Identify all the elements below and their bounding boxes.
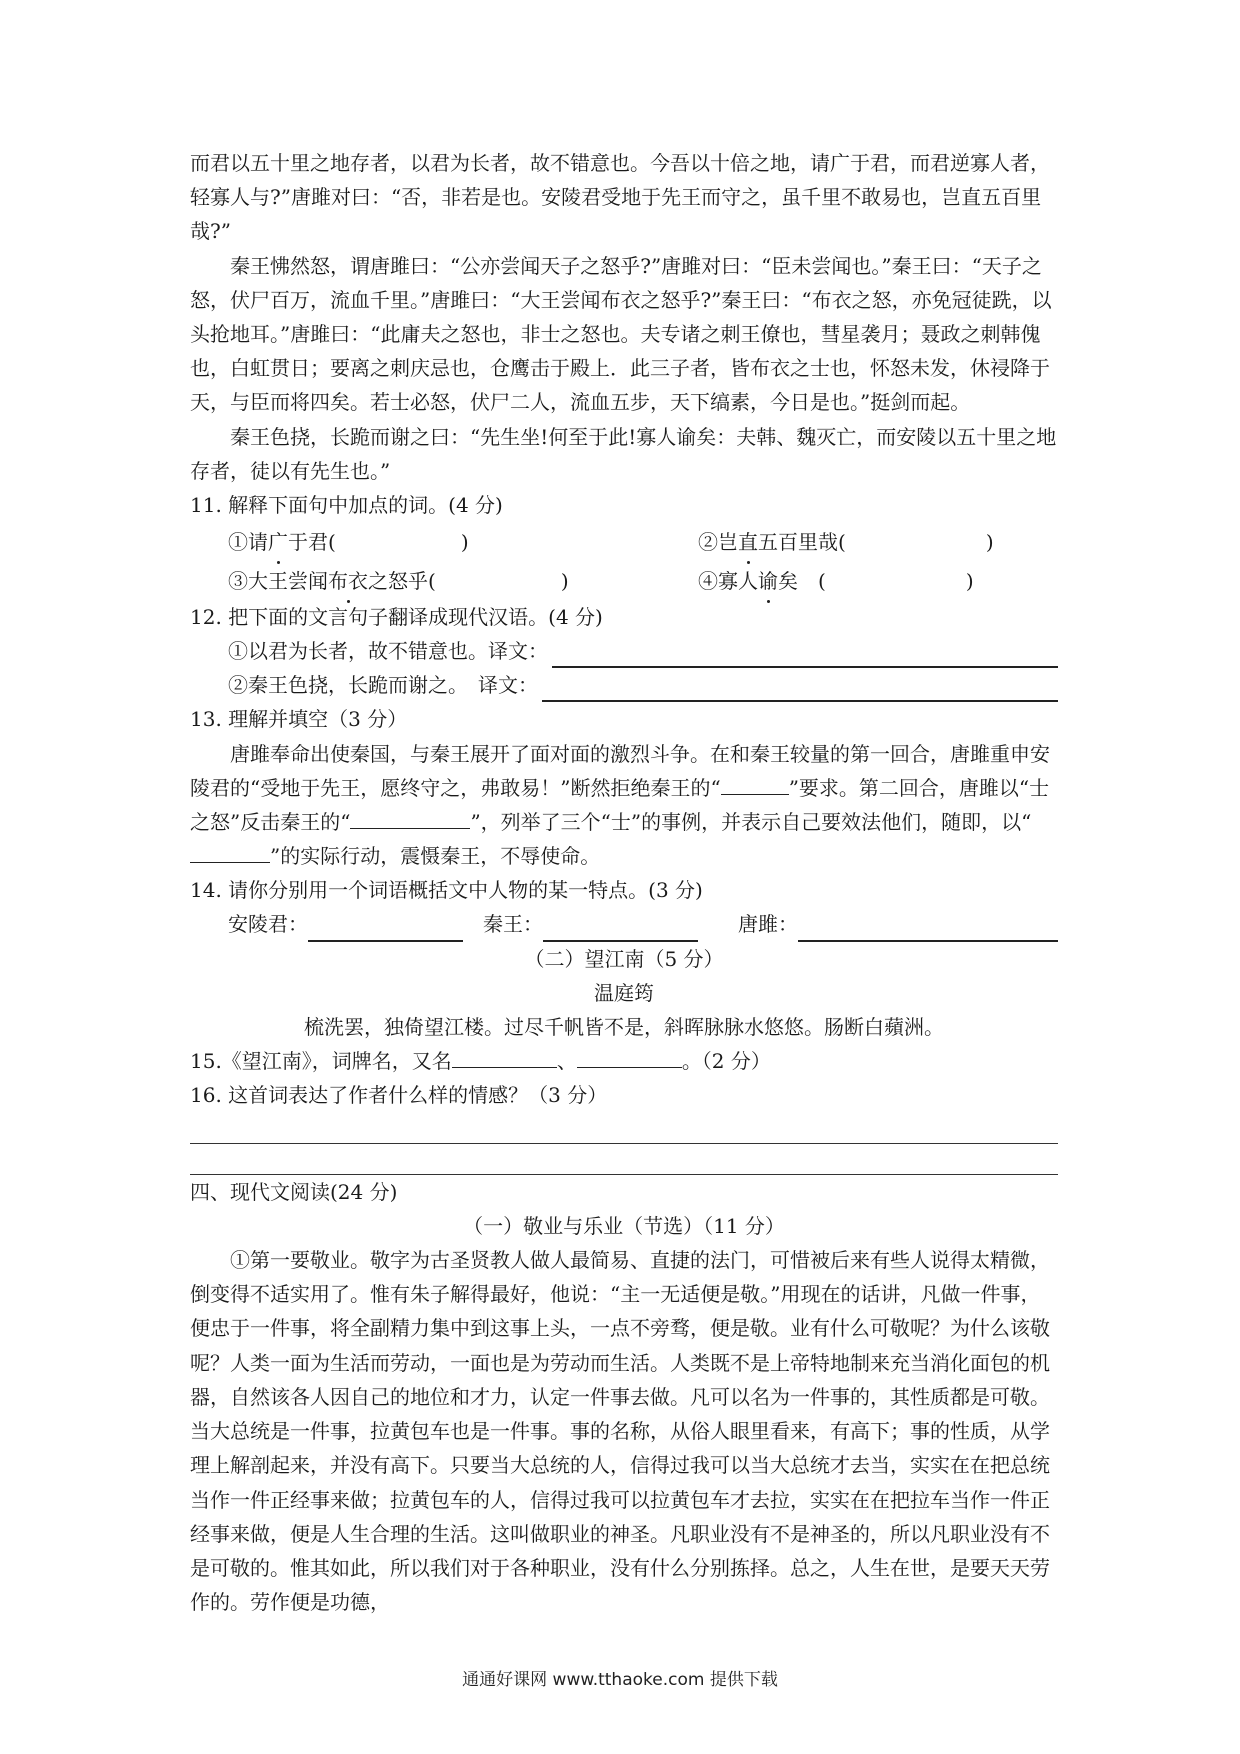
options-row-1	[228, 522, 1058, 561]
content-body	[190, 146, 1058, 1619]
section-4-heading: （一）敬业与乐业（节选）（11 分）	[463, 1213, 785, 1238]
question-14-title: 14. 请你分别用一个词语概括文中人物的某一特点。(3 分)	[190, 878, 703, 903]
answer-line-2[interactable]	[190, 1144, 1058, 1175]
character-traits-row: 安陵君： 秦王： 唐雎：	[190, 908, 1058, 942]
section-4-title: 四、现代文阅读(24 分)	[190, 1179, 398, 1204]
passage-paragraph-1: 而君以五十里之地存者，以君为长者，故不错意也。今吾以十倍之地，请广于君，而君逆寡人者，轻寡人与?”唐雎对曰：“否，非若是也。安陵君受地于先王而守之，虽千里不敢易也，岂直五百里哉?”	[190, 151, 1050, 244]
question-11-options	[190, 522, 1058, 600]
question-15: 15.《望江南》，词牌名，又名 、 。（2 分）	[190, 1049, 771, 1074]
translation-line[interactable]	[552, 644, 1058, 668]
translation-row-2: ②秦王色挠，长跪而谢之。 译文：	[190, 668, 1058, 702]
option-3: ③大王尝闻布衣之怒乎( )	[228, 564, 698, 598]
option-1: ①请广于君( )	[228, 525, 698, 559]
option-2: ②岂直五百里哉( )	[698, 525, 994, 559]
trait-blank[interactable]	[543, 918, 698, 942]
question-11-title: 11. 解释下面句中加点的词。(4 分)	[190, 493, 503, 518]
poem-author: 温庭筠	[594, 980, 654, 1005]
section-4-paragraph: ①第一要敬业。敬字为古圣贤教人做人最简易、直捷的法门，可惜被后来有些人说得太精微，倒变得不适实用了。惟有朱子解得最好，他说：“主一无适便是敬。”用现在的话讲，凡做一件事，便忠于一件事，将全副精力集中到这事上头，一点不旁骛，便是敬。业有什么可敬呢？为什么该敬呢？人类一面为生活而劳动，一面也是为劳动而生活。人类既不是上帝特地制来充当消化面包的机器，自然该各人因自己的地位和才力，认定一件事去做。凡可以名为一件事的，其性质都是可敬。当大总统是一件事，拉黄包车也是一件事。事的名称，从俗人眼里看来，有高下；事的性质，从学理上解剖起来，并没有高下。只要当大总统的人，信得过我可以当大总统才去当，实实在在把总统当作一件正经事来做；拉黄包车的人，信得过我可以拉黄包车才去拉，实实在在把拉车当作一件正经事来做，便是人生合理的生活。这叫做职业的神圣。凡职业没有不是神圣的，所以凡职业没有不是可敬的。惟其如此，所以我们对于各种职业，没有什么分别拣择。总之，人生在世，是要天天劳作的。劳作便是功德，	[190, 1248, 1050, 1615]
option-4: ④寡人谕矣 ( )	[698, 564, 974, 598]
dotted-word: 直	[738, 525, 758, 559]
trait-blank[interactable]	[798, 918, 1058, 942]
question-13-body: 唐雎奉命出使秦国，与秦王展开了面对面的激烈斗争。在和秦王较量的第一回合，唐雎重申安陵君的“受地于先王，愿终守之，弗敢易！”断然拒绝秦王的“ ”要求。第二回合，唐雎以“士之怒”反击秦王的“ ”，列举了三个“士”的事例，并表示自己要效法他们，随即，以“”的实际行动，震慑秦王，不辱使命。	[190, 741, 1050, 869]
answer-line-1[interactable]	[190, 1113, 1058, 1144]
page-footer: 通通好课网 www.tthaoke.com 提供下载	[462, 1670, 778, 1690]
translation-line[interactable]	[542, 678, 1058, 702]
dotted-word: 谕	[758, 564, 778, 598]
question-13-title: 13. 理解并填空（3 分）	[190, 707, 408, 732]
options-row-2	[228, 561, 1058, 600]
question-12-title: 12. 把下面的文言句子翻译成现代汉语。(4 分)	[190, 605, 603, 630]
translation-row-1: ①以君为长者，故不错意也。译文：	[190, 634, 1058, 668]
trait-blank[interactable]	[308, 918, 463, 942]
fill-blank[interactable]	[190, 844, 270, 863]
fill-blank[interactable]	[721, 776, 789, 795]
fill-blank[interactable]	[577, 1049, 682, 1068]
poem-heading: （二）望江南（5 分）	[524, 946, 724, 971]
question-16-title: 16. 这首词表达了作者什么样的情感？（3 分）	[190, 1083, 608, 1108]
passage-paragraph-2: 秦王怫然怒，谓唐雎曰：“公亦尝闻天子之怒乎?”唐雎对曰：“臣未尝闻也。”秦王曰：“天子之怒，伏尸百万，流血千里。”唐雎曰：“大王尝闻布衣之怒乎?”秦王曰：“布衣之怒，亦免冠徒跣，以头抢地耳。”唐雎曰：“此庸夫之怒也，非士之怒也。夫专诸之刺王僚也，彗星袭月；聂政之刺韩傀也，白虹贯日；要离之刺庆忌也，仓鹰击于殿上．此三子者，皆布衣之士也，怀怒未发，休祲降于天，与臣而将四矣。若士必怒，伏尸二人，流血五步，天下缟素，今日是也。”挺剑而起。	[190, 253, 1052, 415]
poem-text: 梳洗罢，独倚望江楼。过尽千帆皆不是，斜晖脉脉水悠悠。肠断白蘋洲。	[304, 1015, 944, 1040]
dotted-word: 布衣	[328, 564, 368, 598]
fill-blank[interactable]	[350, 810, 470, 829]
fill-blank[interactable]	[452, 1049, 557, 1068]
dotted-word: 广	[268, 525, 288, 559]
passage-paragraph-3: 秦王色挠，长跪而谢之曰：“先生坐!何至于此!寡人谕矣：夫韩、魏灭亡，而安陵以五十里之地存者，徒以有先生也。”	[190, 424, 1057, 483]
